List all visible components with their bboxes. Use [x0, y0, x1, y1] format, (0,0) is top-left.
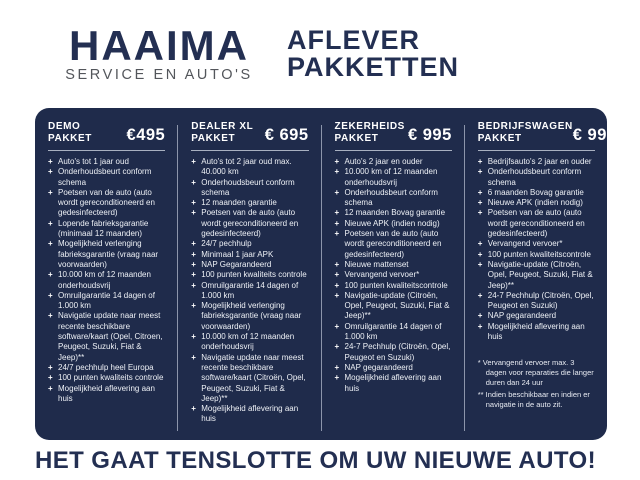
plus-bullet: +: [191, 259, 196, 269]
package-benefits-list: [191, 157, 312, 425]
plus-bullet: +: [334, 218, 340, 228]
benefit-text: 100 punten kwaliteitscontrole: [487, 249, 591, 259]
plus-bullet: +: [191, 177, 196, 187]
plus-bullet: +: [477, 198, 483, 208]
benefit-text: Onderhoudsbeurt conform schema: [487, 167, 582, 187]
benefit-item: [335, 291, 456, 322]
benefit-text: Omruilgarantie 14 dagen of 1.000 km: [344, 321, 442, 342]
footnotes: [478, 358, 599, 412]
package-header: [335, 121, 452, 151]
benefit-text: Mogelijkheid aflevering aan huis: [58, 383, 155, 403]
benefit-item: [478, 208, 599, 239]
benefit-item: [191, 353, 312, 404]
plus-bullet: +: [48, 362, 53, 372]
benefit-item: [335, 342, 456, 363]
benefit-item: [191, 281, 312, 302]
package-header: [477, 121, 617, 151]
package-name: [335, 121, 405, 145]
plus-bullet: +: [191, 198, 196, 208]
benefit-text: NAP Gegarandeerd: [201, 259, 272, 269]
benefit-item: [191, 404, 312, 425]
benefit-item: [48, 188, 169, 219]
benefit-item: [478, 198, 599, 208]
benefit-text: 24-7 Pechhulp (Citroën, Opel, Peugeot en Suzuki): [344, 342, 451, 362]
plus-bullet: +: [48, 311, 53, 321]
package-column: [322, 108, 464, 440]
plus-bullet: +: [477, 167, 483, 177]
title-line-1: AFLEVER: [287, 25, 421, 55]
benefit-item: [478, 239, 599, 249]
plus-bullet: +: [334, 259, 340, 269]
plus-bullet: +: [477, 157, 483, 166]
benefit-text: 6 maanden Bovag garantie: [487, 187, 584, 197]
benefit-text: Poetsen van de auto (auto wordt gereconditioneerd en gedesinfecteerd): [201, 208, 299, 239]
title-line-2: PAKKETTEN: [287, 52, 460, 82]
benefit-item: [191, 260, 312, 270]
benefit-text: Mogelijkheid aflevering aan huis: [344, 373, 442, 393]
plus-bullet: +: [191, 157, 196, 166]
plus-bullet: +: [191, 239, 196, 249]
benefit-item: [48, 363, 169, 373]
benefit-item: [48, 384, 169, 405]
package-price: € 695: [264, 126, 309, 144]
benefit-item: [335, 219, 456, 229]
package-name-line1: DEALER XL: [191, 121, 254, 132]
benefit-text: 100 punten kwaliteitscontrole: [344, 280, 448, 290]
benefit-item: [478, 167, 599, 188]
benefit-item: [191, 250, 312, 260]
benefit-text: Navigatie-update (Citroën, Opel, Peugeot, Suzuki, Fiat & Jeep)**: [487, 259, 593, 290]
plus-bullet: +: [48, 373, 53, 383]
benefit-text: Mogelijkheid verlenging fabrieksgarantie (vraag naar voorwaarden): [58, 239, 159, 269]
plus-bullet: +: [48, 239, 53, 249]
plus-bullet: +: [334, 167, 340, 177]
package-column: [35, 108, 177, 440]
benefit-item: [478, 311, 599, 321]
plus-bullet: +: [48, 290, 53, 300]
benefit-item: [335, 229, 456, 260]
benefit-text: Auto's tot 1 jaar oud: [58, 157, 129, 166]
benefit-text: Mogelijkheid aflevering aan huis: [201, 404, 299, 424]
plus-bullet: +: [477, 311, 483, 321]
benefit-item: [48, 270, 169, 291]
benefit-item: [191, 332, 312, 353]
plus-bullet: +: [334, 290, 340, 300]
plus-bullet: +: [334, 362, 340, 372]
plus-bullet: +: [477, 208, 483, 218]
benefit-text: 12 maanden Bovag garantie: [344, 208, 446, 218]
package-column: [178, 108, 320, 440]
benefit-item: [48, 219, 169, 240]
plus-bullet: +: [334, 187, 340, 197]
plus-bullet: +: [477, 249, 483, 259]
benefit-text: Omruilgarantie 14 dagen of 1.000 km: [58, 290, 155, 311]
package-benefits-list: [478, 157, 599, 342]
benefit-text: Poetsen van de auto (auto wordt gereconditioneerd en gedesinfecteerd): [344, 229, 442, 259]
package-name-line1: ZEKERHEIDS: [334, 121, 405, 132]
benefit-text: 10.000 km of 12 maanden onderhoudsvrij: [201, 332, 295, 352]
benefit-item: [335, 188, 456, 209]
benefit-text: 100 punten kwaliteits controle: [58, 373, 164, 383]
page-title: [287, 27, 459, 81]
package-name-line1: BEDRIJFSWAGEN: [477, 121, 573, 132]
package-benefits-list: [335, 157, 456, 394]
benefit-text: 10.000 km of 12 maanden onderhoudsvrij: [58, 270, 151, 290]
benefit-text: Mogelijkheid verlenging fabrieksgarantie (vraag naar voorwaarden): [201, 301, 302, 331]
plus-bullet: +: [334, 208, 340, 218]
benefit-text: Onderhoudsbeurt conform schema: [344, 187, 438, 208]
benefit-text: 24-7 Pechhulp (Citroën, Opel, Peugeot en Suzuki): [487, 290, 594, 311]
benefit-item: [48, 239, 169, 270]
plus-bullet: +: [334, 321, 340, 331]
plus-bullet: +: [334, 157, 340, 166]
benefit-text: Nieuwe APK (indien nodig): [487, 198, 583, 208]
benefit-text: Bedrijfsauto's 2 jaar en ouder: [487, 157, 592, 166]
plus-bullet: +: [191, 352, 196, 362]
benefit-item: [335, 260, 456, 270]
benefit-text: Lopende fabrieksgarantie (minimaal 12 maanden): [58, 218, 149, 239]
benefit-text: Vervangend vervoer*: [487, 239, 563, 249]
benefit-text: Onderhoudsbeurt conform schema: [58, 167, 152, 187]
benefit-item: [335, 157, 456, 167]
package-benefits-list: [48, 157, 169, 404]
footnote-text: ** Indien beschikbaar en indien er navigatie in de auto zit.: [477, 390, 590, 410]
benefit-text: Onderhoudsbeurt conform schema: [201, 177, 295, 197]
benefit-item: [48, 291, 169, 312]
benefit-item: [478, 260, 599, 291]
plus-bullet: +: [191, 404, 196, 414]
logo-text: HAAIMA: [69, 22, 249, 69]
plus-bullet: +: [334, 270, 340, 280]
benefit-text: Vervangend vervoer*: [344, 270, 420, 280]
plus-bullet: +: [334, 280, 340, 290]
benefit-item: [478, 291, 599, 312]
benefit-text: Omruilgarantie 14 dagen of 1.000 km: [201, 280, 299, 300]
plus-bullet: +: [48, 270, 53, 280]
plus-bullet: +: [48, 218, 53, 228]
plus-bullet: +: [334, 229, 340, 239]
benefit-text: Nieuwe APK (indien nodig): [344, 218, 440, 228]
plus-bullet: +: [191, 332, 196, 342]
benefit-item: [191, 301, 312, 332]
benefit-item: [191, 178, 312, 199]
benefit-text: Navigatie-update (Citroën, Opel, Peugeot, Suzuki, Fiat & Jeep)**: [344, 290, 450, 321]
brand-logo: [52, 22, 266, 83]
benefit-text: NAP gegarandeerd: [344, 362, 413, 372]
package-price: € 995: [407, 126, 452, 144]
package-price: €495: [126, 126, 166, 144]
packages-panel: [35, 108, 617, 440]
benefit-text: Auto's 2 jaar en ouder: [344, 157, 423, 166]
benefit-item: [335, 322, 456, 343]
benefit-text: 100 punten kwaliteits controle: [201, 270, 307, 280]
benefit-text: Minimaal 1 jaar APK: [201, 249, 274, 259]
benefit-text: Poetsen van de auto (auto wordt gereconditioneerd en gedesinfecteerd): [58, 187, 155, 218]
benefit-text: NAP gegarandeerd: [487, 311, 557, 321]
plus-bullet: +: [48, 187, 53, 197]
package-name-line2: PAKKET: [48, 133, 92, 144]
plus-bullet: +: [191, 280, 196, 290]
benefit-text: Poetsen van de auto (auto wordt gereconditioneerd en gedesinfecteerd): [487, 208, 585, 239]
benefit-item: [478, 322, 599, 343]
package-name: [478, 121, 573, 145]
benefit-text: Nieuwe mattenset: [344, 259, 409, 269]
benefit-item: [335, 270, 456, 280]
benefit-item: [335, 167, 456, 188]
benefit-item: [48, 373, 169, 383]
plus-bullet: +: [191, 249, 196, 259]
benefit-item: [48, 157, 169, 167]
benefit-item: [335, 373, 456, 394]
plus-bullet: +: [191, 270, 196, 280]
benefit-text: 10.000 km of 12 maanden onderhoudsvrij: [344, 167, 438, 187]
package-header: [191, 121, 308, 151]
package-name-line2: PAKKET: [191, 133, 236, 144]
benefit-text: 24/7 pechhulp heel Europa: [58, 362, 154, 372]
plus-bullet: +: [477, 239, 483, 249]
package-name: [48, 121, 92, 145]
package-name-line1: DEMO: [48, 121, 81, 132]
plus-bullet: +: [477, 321, 483, 331]
plus-bullet: +: [477, 290, 483, 300]
plus-bullet: +: [191, 301, 196, 311]
plus-bullet: +: [477, 259, 483, 269]
benefit-item: [48, 167, 169, 188]
plus-bullet: +: [191, 208, 196, 218]
benefit-text: Navigatie update naar meest recente beschikbare software/kaart (Citroën, Opel, Peugeot, Suzuki, Fiat & Jeep)**: [201, 352, 306, 403]
benefit-text: 12 maanden garantie: [201, 198, 277, 208]
benefit-item: [191, 157, 312, 178]
package-name-line2: PAKKET: [334, 133, 379, 144]
benefit-item: [335, 208, 456, 218]
benefit-item: [191, 239, 312, 249]
benefit-item: [191, 208, 312, 239]
benefit-text: 24/7 pechhulp: [201, 239, 252, 249]
benefit-item: [48, 311, 169, 362]
plus-bullet: +: [48, 167, 53, 177]
package-header: [48, 121, 165, 151]
plus-bullet: +: [477, 187, 483, 197]
benefit-text: Mogelijkheid aflevering aan huis: [487, 321, 585, 342]
benefit-item: [478, 188, 599, 198]
package-name-line2: PAKKET: [477, 133, 522, 144]
benefit-item: [335, 363, 456, 373]
footnote-text: * Vervangend vervoer max. 3 dagen voor reparaties die langer duren dan 24 uur: [477, 358, 594, 388]
benefit-item: [478, 157, 599, 167]
benefit-text: Auto's tot 2 jaar oud max. 40.000 km: [201, 157, 292, 177]
plus-bullet: +: [48, 383, 53, 393]
footer-tagline: HET GAAT TENSLOTTE OM UW NIEUWE AUTO!: [35, 447, 596, 474]
benefit-item: [335, 281, 456, 291]
plus-bullet: +: [48, 157, 53, 166]
benefit-item: [191, 198, 312, 208]
logo-subtext: SERVICE EN AUTO'S: [65, 67, 253, 83]
package-name: [191, 121, 253, 145]
package-price: € 995: [572, 126, 617, 144]
plus-bullet: +: [334, 373, 340, 383]
benefit-item: [478, 250, 599, 260]
benefit-item: [191, 270, 312, 280]
benefit-text: Navigatie update naar meest recente beschikbare software/kaart (Opel, Citroen, Peugeot, Suzuki, Fiat & Jeep)**: [58, 311, 163, 362]
package-column: [465, 108, 617, 440]
plus-bullet: +: [334, 342, 340, 352]
